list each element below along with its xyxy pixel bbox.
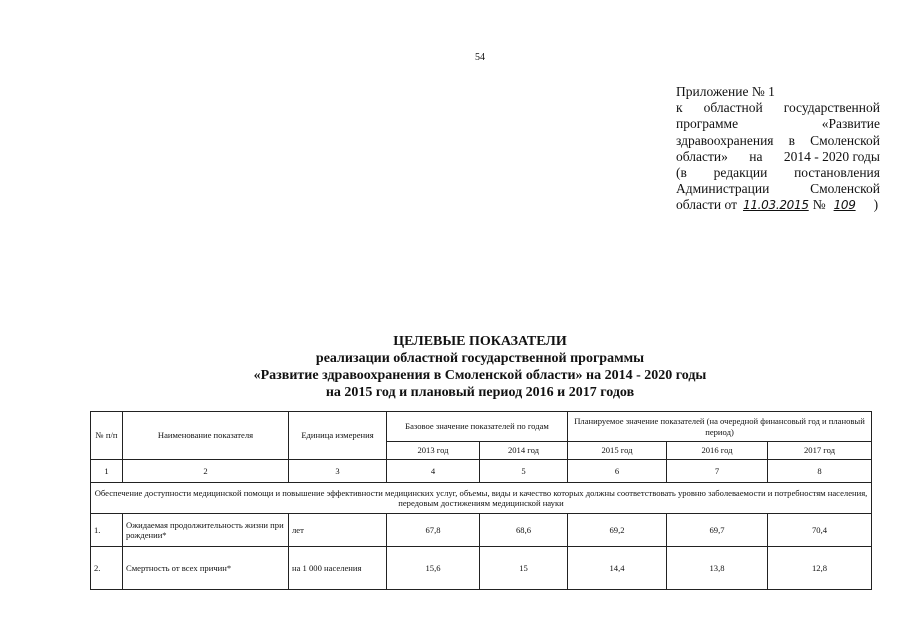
title-line: на 2015 год и плановый период 2016 и 2017 годов — [325, 385, 635, 400]
column-number: 1 — [91, 460, 123, 483]
section-heading: Обеспечение доступности медицинской помощи и повышение эффективности медицинских услуг, объемы, виды и качество которых должны соответствовать уровню заболеваемости и потребностям населения, передовым достижениям медицинской науки — [91, 483, 872, 514]
appendix-text: редакции — [713, 165, 768, 181]
header-year: 2016 год — [667, 442, 768, 460]
header-planned: Планируемое значение показателей (на очередной финансовый год и плановый период) — [568, 412, 872, 442]
row-unit: лет — [289, 514, 387, 547]
appendix-text: на — [749, 148, 763, 164]
header-year: 2017 год — [768, 442, 872, 460]
closing-paren: ) — [873, 197, 879, 213]
handwritten-number: 109 — [833, 198, 856, 213]
row-value: 14,4 — [568, 547, 667, 590]
appendix-line — [676, 133, 880, 149]
column-number: 3 — [289, 460, 387, 483]
appendix-text: 2014 - 2020 годы — [783, 148, 880, 164]
appendix-text: области от — [676, 197, 737, 213]
column-number: 7 — [667, 460, 768, 483]
row-value: 12,8 — [768, 547, 872, 590]
row-value: 70,4 — [768, 514, 872, 547]
handwritten-date: 11.03.2015 — [742, 198, 809, 213]
appendix-text: программе — [676, 116, 739, 132]
header-year: 2014 год — [480, 442, 568, 460]
document-title — [90, 333, 870, 401]
header-num: № п/п — [91, 412, 123, 460]
appendix-text: «Развитие — [821, 116, 880, 132]
indicators-table — [90, 411, 872, 590]
appendix-text: к — [676, 100, 683, 116]
appendix-text: Администрации — [676, 181, 770, 197]
row-value: 67,8 — [387, 514, 480, 547]
appendix-text: постановления — [794, 165, 880, 181]
appendix-note — [676, 84, 880, 214]
title-line: ЦЕЛЕВЫЕ ПОКАЗАТЕЛИ — [393, 334, 567, 349]
row-num: 1. — [91, 514, 123, 547]
row-name: Ожидаемая продолжительность жизни при рождении* — [123, 514, 289, 547]
column-number: 2 — [123, 460, 289, 483]
appendix-text: в — [788, 132, 795, 148]
row-value: 15,6 — [387, 547, 480, 590]
appendix-line — [676, 181, 880, 197]
appendix-text: области» — [676, 148, 728, 164]
header-unit: Единица измерения — [289, 412, 387, 460]
header-row — [91, 412, 872, 442]
page-number: 54 — [475, 52, 485, 63]
title-line: реализации областной государственной программы — [315, 351, 645, 366]
row-value: 69,2 — [568, 514, 667, 547]
table-row — [91, 547, 872, 590]
row-value: 15 — [480, 547, 568, 590]
appendix-text: здравоохранения — [676, 132, 774, 148]
column-number: 6 — [568, 460, 667, 483]
title-line: «Развитие здравоохранения в Смоленской области» на 2014 - 2020 годы — [253, 368, 707, 383]
header-year: 2015 год — [568, 442, 667, 460]
appendix-line — [676, 84, 880, 100]
appendix-text: Смоленской — [810, 181, 880, 197]
column-number: 5 — [480, 460, 568, 483]
column-number-row — [91, 460, 872, 483]
row-unit: на 1 000 населения — [289, 547, 387, 590]
row-value: 69,7 — [667, 514, 768, 547]
table-row — [91, 514, 872, 547]
appendix-text: (в — [676, 165, 687, 181]
section-row — [91, 483, 872, 514]
appendix-text: Приложение № 1 — [676, 84, 775, 99]
header-year: 2013 год — [387, 442, 480, 460]
appendix-line — [676, 100, 880, 116]
header-name: Наименование показателя — [123, 412, 289, 460]
row-num: 2. — [91, 547, 123, 590]
number-sign: № — [812, 197, 826, 213]
appendix-text: областной — [703, 100, 763, 116]
appendix-line — [676, 149, 880, 165]
appendix-line — [676, 116, 880, 132]
appendix-line — [676, 165, 880, 181]
column-number: 4 — [387, 460, 480, 483]
row-value: 68,6 — [480, 514, 568, 547]
header-base: Базовое значение показателей по годам — [387, 412, 568, 442]
appendix-text: Смоленской — [810, 132, 880, 148]
appendix-signature-line — [676, 197, 880, 213]
column-number: 8 — [768, 460, 872, 483]
row-name: Смертность от всех причин* — [123, 547, 289, 590]
row-value: 13,8 — [667, 547, 768, 590]
appendix-text: государственной — [783, 100, 880, 116]
